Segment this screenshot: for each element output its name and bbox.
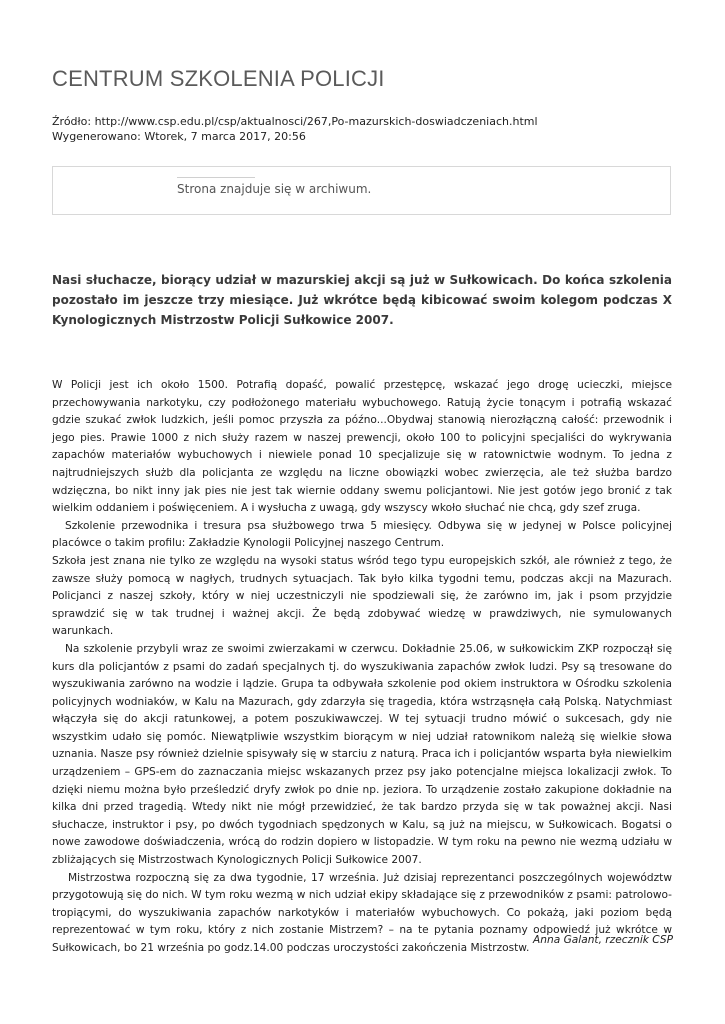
article-lead: Nasi słuchacze, biorący udział w mazurskiej akcji są już w Sułkowicach. Do końca szkolenia pozostało im jeszcze trzy miesiące. Już wkrótce będą kibicować swoim kolegom podczas X Kynologicznych Mistrzostw Policji Sułkowice 2007. — [52, 273, 672, 327]
archive-notice: Strona znajduje się w archiwum. — [177, 182, 372, 196]
document-meta — [52, 114, 538, 144]
article-author: Anna Galant, rzecznik CSP — [533, 934, 673, 946]
paragraph: Szkolenie przewodnika i tresura psa służbowego trwa 5 miesięcy. Odbywa się w jedynej w Polsce policyjnej placówce o takim profilu: Zakładzie Kynologii Policyjnej naszego Centrum. — [52, 519, 672, 550]
archive-notice-box — [52, 166, 671, 215]
article-body — [52, 377, 672, 958]
paragraph: Na szkolenie przybyli wraz ze swoimi zwierzakami w czerwcu. Dokładnie 25.06, w sułkowickim ZKP rozpoczął się kurs dla policjantów z psami do zadań specjalnych tj. do wyszukiwania zapachów zwłok ludzi. Psy są tresowane do wyszukiwania zarówno na wodzie i lądzie. Grupa ta odbywała szkolenie pod okiem instruktora w Ośrodku szkolenia policyjnych wodniaków, w Kalu na Mazurach, gdy zdarzyła się tragedia, która wstrząsnęła całą Polską. Natychmiast włączyła się do akcji ratunkowej, a potem poszukiwawczej. W tej sytuacji trudno mówić o sukcesach, gdy nie wszystkim udało się pomóc. Niewątpliwie wszystkim biorącym w niej udział ratownikom należą się wielkie słowa uznania. Nasze psy również dzielnie spisywały się w starciu z naturą. Praca ich i policjantów wsparta była niewielkim urządzeniem – GPS-em do zaznaczania miejsc wskazanych przez psy jako potencjalne miejsca lokalizacji zwłok. To dzięki niemu można było prześledzić dryfy zwłok po dnie np. jeziora. To urządzenie zostało zakupione dokładnie na kilka dni przed tragedią. Wtedy nikt nie mógł przewidzieć, że tak bardzo przyda się w tak poważnej akcji. Nasi słuchacze, instruktor i psy, po dwóch tygodniach spędzonych w Kalu, są już na miejscu, w Sułkowicach. Bogatsi o nowe zawodowe doświadczenia, wrócą do rodzin dopiero w listopadzie. W tym roku na pewno nie wezmą udziału w zbliżających się Mistrzostwach Kynologicznych Policji Sułkowice 2007. — [52, 642, 672, 867]
generated-date: Wygenerowano: Wtorek, 7 marca 2017, 20:56 — [52, 130, 306, 143]
paragraph: Szkoła jest znana nie tylko ze względu na wysoki status wśród tego typu europejskich szkół, ale również z tego, że zawsze służy pomocą w nagłych, trudnych sytuacjach. Tak było kilka tygodni temu, podczas akcji na Mazurach. Policjanci z naszej szkoły, który w niej uczestniczyli nie spodziewali się, że zarówno im, jak i psom przyjdzie sprawdzić się w tak trudnej i ważnej akcji. Że będą zdobywać wiedzę w prawdziwych, nie symulowanych warunkach. — [52, 554, 672, 638]
divider — [177, 177, 255, 178]
paragraph: W Policji jest ich około 1500. Potrafią dopaść, powalić przestępcę, wskazać jego drogę ucieczki, miejsce przechowywania narkotyku, czy podłożonego materiału wybuchowego. Ratują życie tonącym i potrafią wskazać gdzie szukać zwłok ludzkich, jeśli pomoc przyszła za późno...Obydwaj stanowią nierozłączną całość: przewodnik i jego pies. Prawie 1000 z nich służy razem w naszej prewencji, około 100 to policyjni specjaliści do wykrywania zapachów materiałów wybuchowych i niewiele ponad 10 specjalizuje się w ratownictwie wodnym. To jedna z najtrudniejszych służb dla policjanta ze względu na liczne obowiązki wobec zwierzęcia, ale też służba bardzo wdzięczna, bo nikt inny jak pies nie jest tak wiernie oddany swemu policjantowi. Nie jest gotów jego bronić z tak wielkim oddaniem i poświęceniem. A i wysłucha z uwagą, gdy wszyscy wkoło słuchać nie chcą, gdy szef zruga. — [52, 379, 672, 515]
paragraph: Mistrzostwa rozpoczną się za dwa tygodnie, 17 września. Już dzisiaj reprezentanci poszczególnych województw przygotowują się do nich. W tym roku wezmą w nich udział ekipy składające się z przewodników z psami: patrolowo-tropiącymi, do wyszukiwania zapachów narkotyków i materiałów wybuchowych. Co pokażą, jaki poziom będą reprezentować w tym roku, który z nich zostanie Mistrzem? – na te pytania poznamy odpowiedź już wkrótce w Sułkowicach, bo 21 września po godz.14.00 podczas uroczystości zakończenia Mistrzostw. — [52, 871, 672, 954]
page-title: CENTRUM SZKOLENIA POLICJI — [52, 66, 385, 91]
source-url: Źródło: http://www.csp.edu.pl/csp/aktualnosci/267,Po-mazurskich-doswiadczeniach.html — [52, 115, 538, 128]
